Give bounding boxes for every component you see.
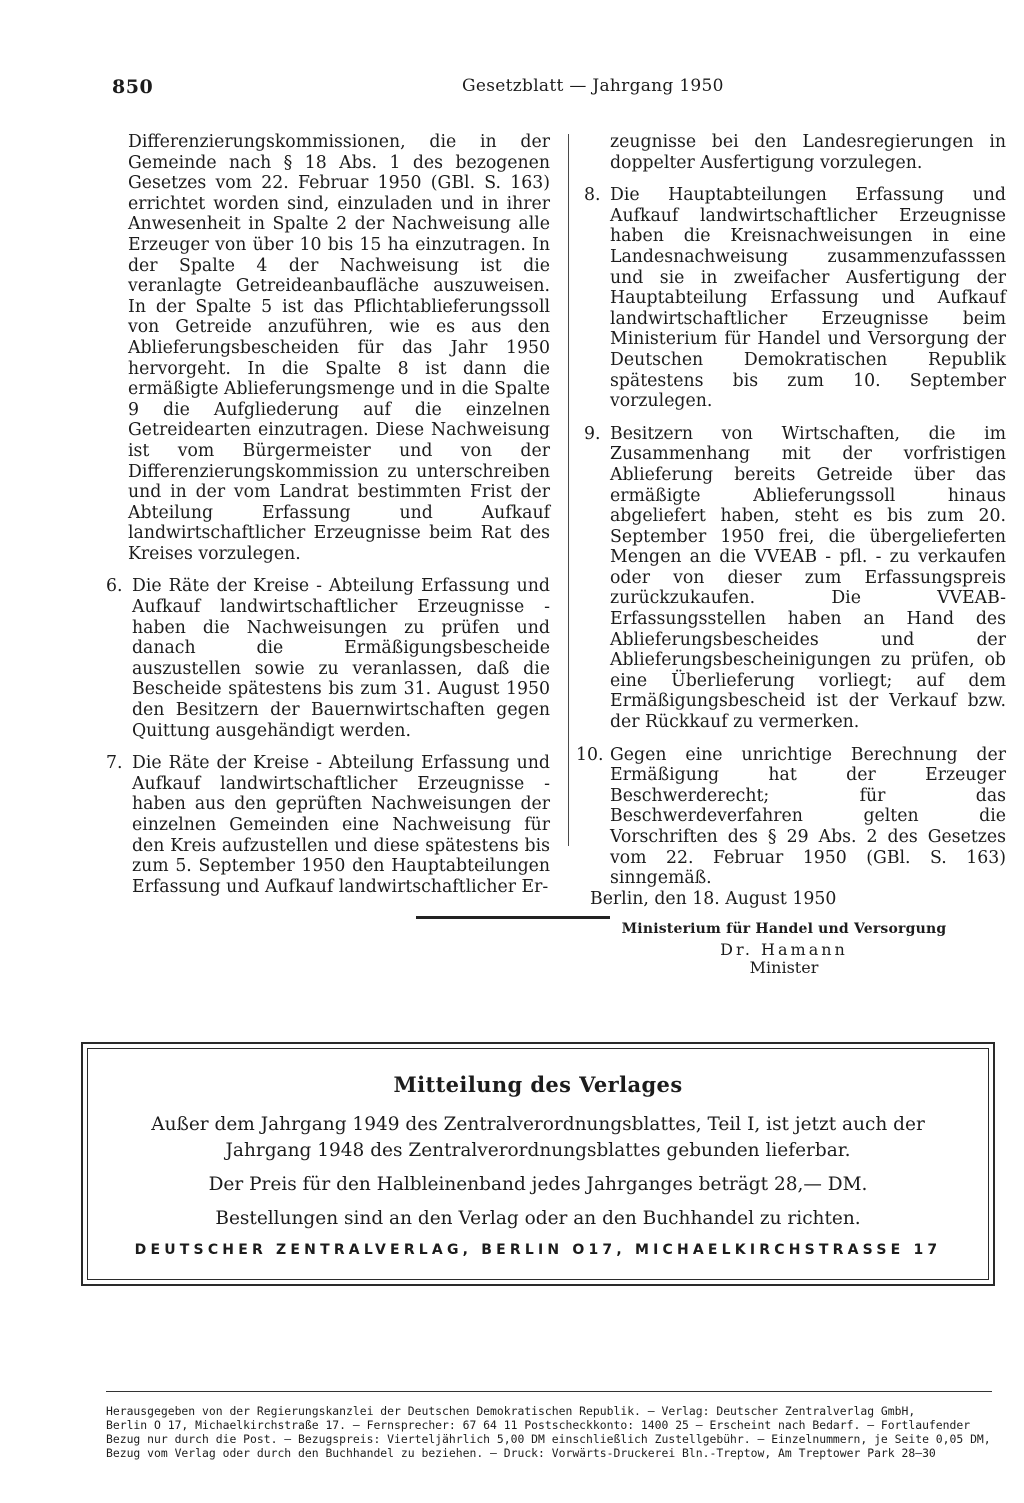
imprint-line: Bezug vom Verlag oder durch den Buchhandel zu beziehen. — Druck: Vorwärts-Druckerei Bln.-Treptow, Am Treptower Park 28—30: [106, 1446, 936, 1460]
imprint-divider: [106, 1391, 992, 1392]
right-column: [576, 132, 1006, 977]
signature-title: Minister: [749, 957, 819, 977]
notice-title: Mitteilung des Verlages: [393, 1072, 683, 1097]
continued-paragraph: Differenzierungskommissionen, die in der Gemeinde nach § 18 Abs. 1 des bezogenen Gesetzes vom 22. Februar 1950 (GBl. S. 163) errichtet worden sind, einzuladen und in ihrer Anwesenheit in Spalte 2 der Nachweisung alle Erzeuger von über 10 bis 15 ha einzutragen. In der Spalte 4 der Nachweisung ist die veranlagte Getreideanbaufläche auszuweisen. In der Spalte 5 ist das Pflichtablieferungssoll von Getreide anzuführen, wie es aus den Ablieferungsbescheiden für das Jahr 1950 hervorgeht. In die Spalte 8 ist dann die ermäßigte Ablieferungsmenge und in die Spalte 9 die Aufgliederung auf die einzelnen Getreidearten einzutragen. Diese Nachweisung ist vom Bürgermeister und von der Differenzierungskommission zu unterschreiben und in der vom Landrat bestimmten Frist der Abteilung Erfassung und Aufkauf landwirtschaftlicher Erzeugnisse beim Rat des Kreises vorzulegen.: [128, 132, 550, 564]
imprint: [106, 1404, 992, 1460]
running-title: Gesetzblatt — Jahrgang 1950: [462, 76, 724, 96]
item-number: 7.: [106, 753, 123, 774]
page-number: 850: [112, 76, 154, 98]
item-text: Die Räte der Kreise - Abteilung Erfassung und Aufkauf landwirtschaftlicher Erzeugnisse - haben die Nachweisungen zu prüfen und danach die Ermäßigungsbescheide auszustellen sowie zu veranlassen, daß die Bescheide spätestens bis zum 31. August 1950 den Besitzern der Bauernwirtschaften gegen Quittung ausgehändigt werden.: [132, 576, 550, 741]
imprint-line: Bezug nur durch die Post. — Bezugspreis: Vierteljährlich 5,00 DM einschließlich Zustellgebühr. — Einzelnummern, je Seite 0,05 DM,: [106, 1432, 991, 1446]
imprint-line: Berlin O 17, Michaelkirchstraße 17. — Fernsprecher: 67 64 11 Postscheckkonto: 1400 25 — Erscheint nach Bedarf. — Fortlaufender: [106, 1418, 971, 1432]
signature-name: Dr. Hamann: [720, 939, 848, 959]
item-text: Gegen eine unrichtige Berechnung der Ermäßigung hat der Erzeuger Beschwerderecht; für das Beschwerdeverfahren gelten die Vorschriften des § 29 Abs. 2 des Gesetzes vom 22. Februar 1950 (GBl. S. 163) sinngemäß.: [610, 744, 1006, 889]
item-number: 10.: [576, 744, 604, 765]
notice-line: Außer dem Jahrgang 1949 des Zentralverordnungsblattes, Teil I, ist jetzt auch der: [151, 1114, 925, 1135]
left-column: [106, 132, 550, 897]
item-number: 6.: [106, 576, 123, 597]
notice-line: Bestellungen sind an den Verlag oder an den Buchhandel zu richten.: [215, 1208, 861, 1229]
page-header: [0, 72, 1024, 102]
list-item: [584, 424, 1006, 733]
list-item: [106, 753, 550, 897]
signature-ministry: Ministerium für Handel und Versorgung: [621, 921, 947, 938]
list-item: [106, 576, 550, 741]
item-text: Besitzern von Wirtschaften, die im Zusammenhang mit der vorfristigen Ablieferung bereits Getreide über das ermäßigte Ablieferungssoll hinaus abgeliefert haben, steht es bis zum 20. September 1950 frei, die übergelieferten Mengen an die VVEAB - pfl. - zu verkaufen oder von dieser zum Erfassungspreis zurückzukaufen. Die VVEAB-Erfassungsstellen haben an Hand des Ablieferungsbescheides und der Ablieferungsbescheinigungen zu prüfen, ob eine Überlieferung vorliegt; auf dem Ermäßigungsbescheid ist der Verkauf bzw. der Rückkauf zu vermerken.: [610, 423, 1006, 733]
publisher-notice-box: [81, 1042, 995, 1286]
notice-line: Jahrgang 1948 des Zentralverordnungsblattes gebunden lieferbar.: [225, 1140, 851, 1161]
notice-line: Der Preis für den Halbleinenband jedes Jahrganges beträgt 28,— DM.: [208, 1174, 868, 1195]
list-item: [584, 185, 1006, 412]
column-divider: [568, 134, 569, 846]
item-number: 8.: [584, 185, 601, 206]
section-separator: [416, 916, 610, 919]
notice-publisher: DEUTSCHER ZENTRALVERLAG, BERLIN O17, MICHAELKIRCHSTRASSE 17: [134, 1242, 942, 1258]
imprint-line: Herausgegeben von der Regierungskanzlei der Deutschen Demokratischen Republik. — Verlag: Deutscher Zentralverlag GmbH,: [106, 1404, 916, 1418]
place-date: Berlin, den 18. August 1950: [590, 888, 837, 909]
item-text: Die Hauptabteilungen Erfassung und Aufkauf landwirtschaftlicher Erzeugnisse haben die Kreisnachweisungen in eine Landesnachweisung zusammenzufasssen und sie in zweifacher Ausfertigung der Hauptabteilung Erfassung und Aufkauf landwirtschaftlicher Erzeugnisse beim Ministerium für Handel und Versorgung der Deutschen Demokratischen Republik spätestens bis zum 10. September vorzulegen.: [610, 185, 1006, 412]
item-text: Die Räte der Kreise - Abteilung Erfassung und Aufkauf landwirtschaftlicher Erzeugnisse - haben aus den geprüften Nachweisungen der einzelnen Gemeinden eine Nachweisung für den Kreis aufzustellen und diese spätestens bis zum 5. September 1950 den Hauptabteilungen Erfassung und Aufkauf landwirtschaftlicher Er-: [132, 753, 550, 897]
list-item: [576, 744, 1006, 889]
signature-block: [604, 919, 964, 977]
item-number: 9.: [584, 423, 601, 444]
continued-paragraph: zeugnisse bei den Landesregierungen in doppelter Ausfertigung vorzulegen.: [610, 132, 1006, 173]
